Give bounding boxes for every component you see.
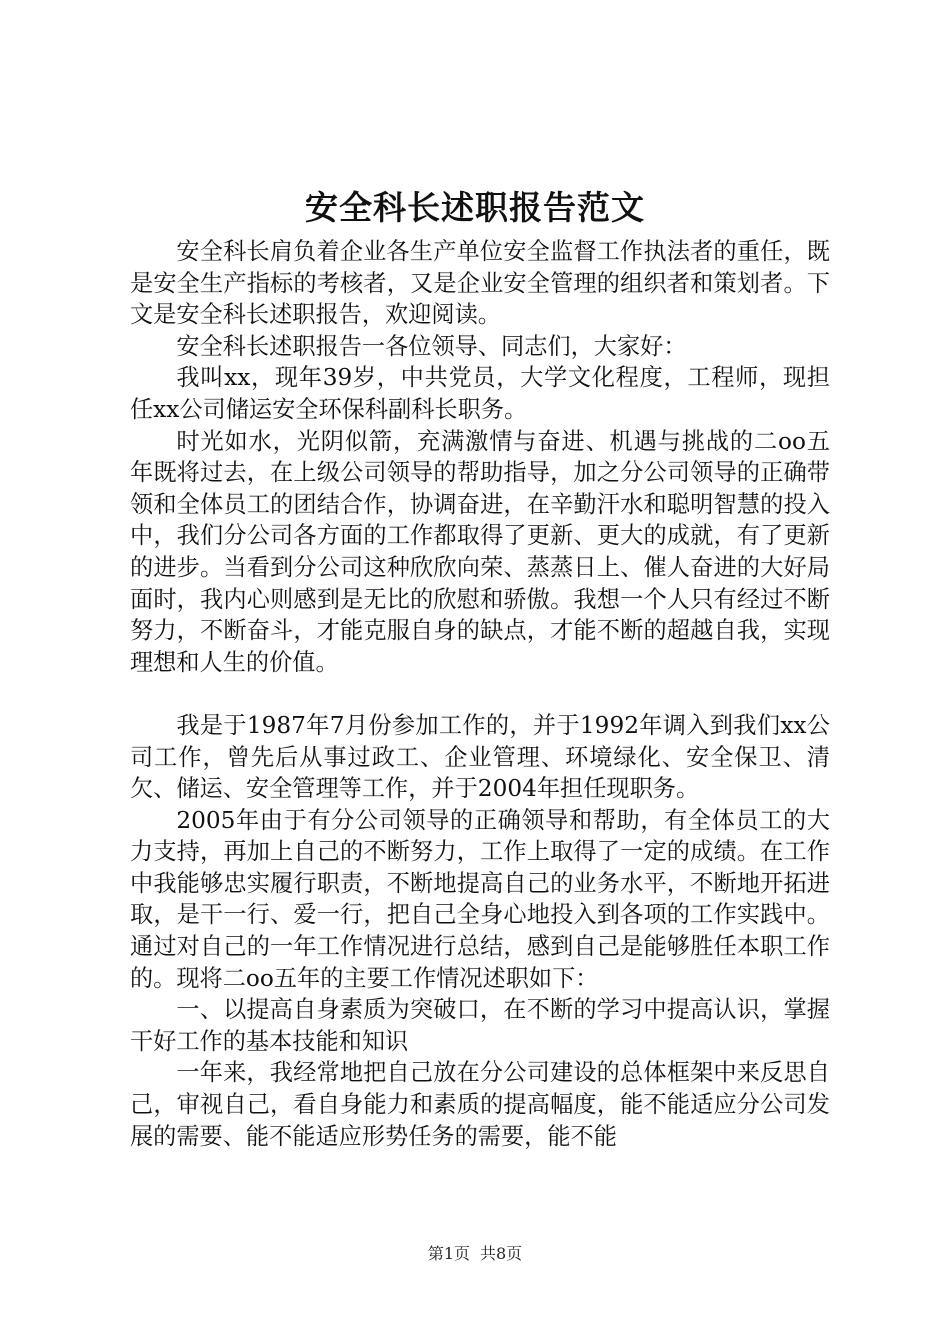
section-heading-1: 一、以提高自身素质为突破口，在不断的学习中提高认识，掌握干好工作的基本技能和知识 [130,996,830,1055]
paragraph-career: 我是于1987年7月份参加工作的，并于1992年调入到我们xx公司工作，曾先后从事过政工、企业管理、环境绿化、安全保卫、清欠、储运、安全管理等工作，并于2004年担任现职务。 [130,711,830,803]
paragraph-2005-summary: 2005年由于有分公司领导的正确领导和帮助，有全体员工的大力支持，再加上自己的不断努力，工作上取得了一定的成绩。在工作中我能够忠实履行职责，不断地提高自己的业务水平，不断地开拓进取，是干一行、爱一行，把自己全身心地投入到各项的工作实践中。通过对自己的一年工作情况进行总结，感到自己是能够胜任本职工作的。现将二oo五年的主要工作情况述职如下： [130,806,830,992]
paragraph-self-intro: 我叫xx，现年39岁，中共党员，大学文化程度，工程师，现担任xx公司储运安全环保科副科长职务。 [130,364,830,423]
paragraph-spacer [130,678,830,710]
document-title: 安全科长述职报告范文 [305,188,645,227]
paragraph-greeting: 安全科长述职报告一各位领导、同志们，大家好： [176,332,687,360]
page-footer [0,1244,950,1264]
paragraph-self-reflection: 一年来，我经常地把自己放在分公司建设的总体框架中来反思自己，审视自己，看自身能力和素质的提高幅度，能不能适应分公司发展的需要、能不能适应形势任务的需要，能不能 [130,1059,830,1150]
page-total: 共8页 [480,1244,523,1263]
paragraph-intro: 安全科长肩负着企业各生产单位安全监督工作执法者的重任，既是安全生产指标的考核者，又是企业安全管理的组织者和策划者。下文是安全科长述职报告，欢迎阅读。 [130,238,830,329]
paragraph-year-review: 时光如水，光阴似箭，充满激情与奋进、机遇与挑战的二oo五年既将过去，在上级公司领导的帮助指导，加之分公司领导的正确带领和全体员工的团结合作，协调奋进，在辛勤汗水和聪明智慧的投入中，我们分公司各方面的工作都取得了更新、更大的成就，有了更新的进步。当看到分公司这种欣欣向荣、蒸蒸日上、催人奋进的大好局面时，我内心则感到是无比的欣慰和骄傲。我想一个人只有经过不断努力，不断奋斗，才能克服自身的缺点，才能不断的超越自我，实现理想和人生的价值。 [130,427,830,676]
document-body [130,236,830,1152]
page-number: 第1页 [427,1244,470,1263]
